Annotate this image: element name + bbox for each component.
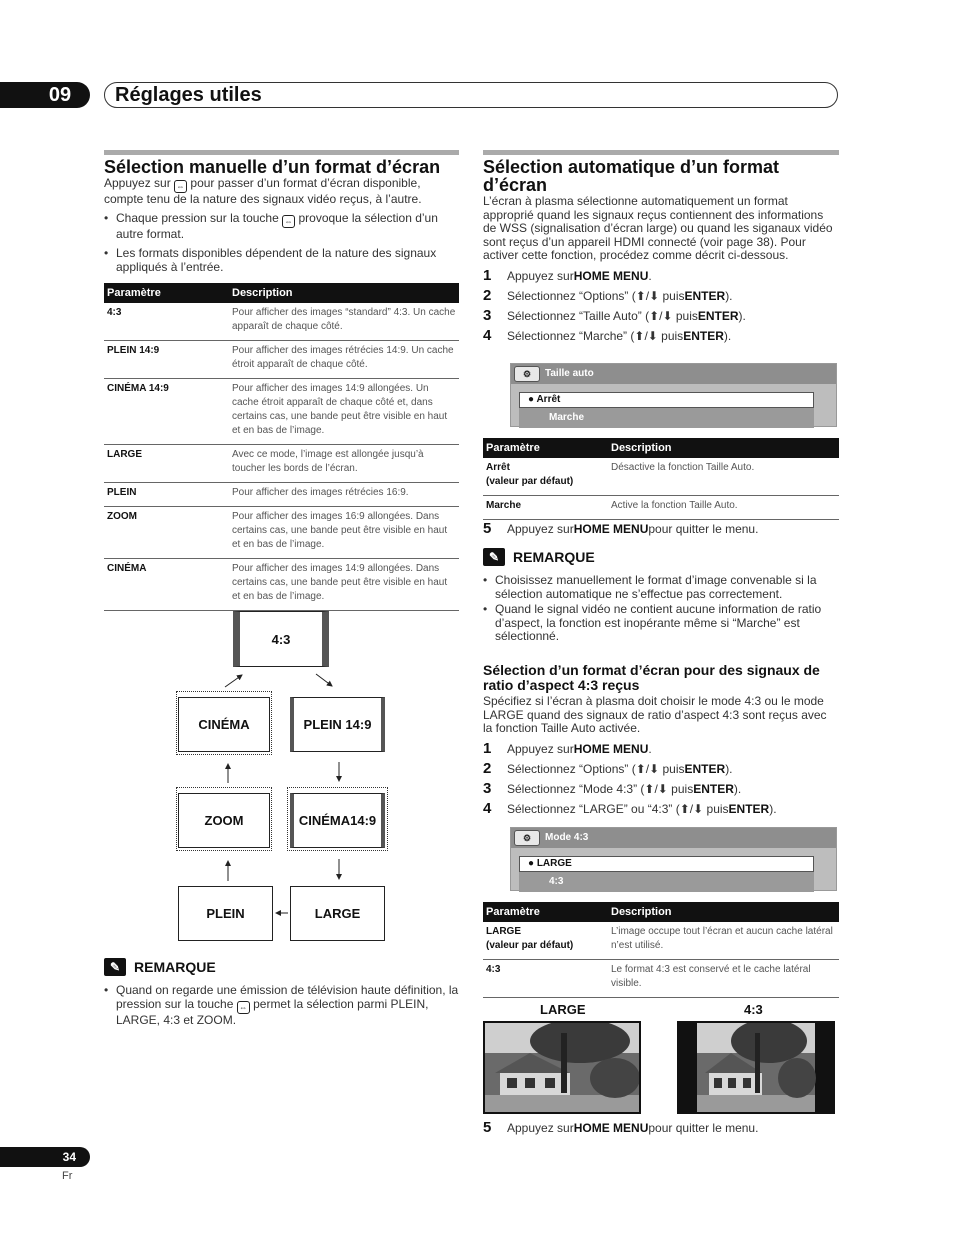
intro-text-a: Appuyez sur xyxy=(104,176,171,190)
param-cell: CINÉMA 14:9 xyxy=(104,379,229,445)
osd-title: Taille auto xyxy=(545,368,594,379)
table-row xyxy=(104,507,459,559)
mode-4-3-table xyxy=(483,902,839,998)
note-bullet: • Choisissez manuellement le format d’image convenable si la sélection automatique ne s’effectue pas correctement. xyxy=(483,574,839,601)
step-end: ). xyxy=(723,328,732,343)
step-number: 1 xyxy=(483,266,492,284)
step-end: ). xyxy=(738,308,746,323)
step-item xyxy=(483,327,839,347)
left-column xyxy=(104,150,459,611)
step-item xyxy=(483,307,839,327)
table-header: Paramètre xyxy=(483,438,608,458)
chapter-number: 09 xyxy=(0,82,90,108)
table-row xyxy=(104,483,459,507)
param-cell: LARGE xyxy=(104,445,229,483)
step-item xyxy=(483,267,839,287)
osd-selected-label: LARGE xyxy=(536,858,572,869)
param-cell: ZOOM xyxy=(104,507,229,559)
note-header xyxy=(483,548,839,566)
section-bar xyxy=(483,150,839,155)
param-cell xyxy=(483,922,608,960)
step-key: ENTER xyxy=(728,801,770,816)
screen-size-icon: ⇔ xyxy=(282,215,295,228)
step-number: 4 xyxy=(483,326,492,344)
house-image xyxy=(679,1023,833,1112)
desc-cell: Le format 4:3 est conservé et le cache latéral visible. xyxy=(608,960,839,998)
param-cell: PLEIN xyxy=(104,483,229,507)
table-row xyxy=(483,496,839,520)
table-row xyxy=(104,559,459,611)
settings-menu-icon: ⚙ xyxy=(514,830,540,846)
screen-size-icon: ⇔ xyxy=(174,180,187,193)
param-default: (valeur par défaut) xyxy=(486,940,574,951)
osd-option[interactable]: 4:3 xyxy=(519,872,814,892)
left-note xyxy=(104,958,459,1027)
house-photo-4-3 xyxy=(677,1021,835,1114)
step-key: ENTER xyxy=(693,781,734,796)
pencil-note-icon: ✎ xyxy=(483,548,505,566)
param-default: (valeur par défaut) xyxy=(486,476,574,487)
house-image xyxy=(485,1023,639,1112)
step-end: ). xyxy=(725,288,733,303)
step-number: 5 xyxy=(483,520,492,537)
osd-selected-label: Arrêt xyxy=(536,394,561,405)
desc-cell: Pour afficher des images 14:9 allongées. Dans certains cas, une bande peut être visible en haut et en bas de l’image. xyxy=(229,559,459,611)
right-note xyxy=(483,548,839,644)
desc-cell: Pour afficher des images 16:9 allongées. Dans certains cas, une bande peut être visible en haut et en bas de l’image. xyxy=(229,507,459,559)
desc-cell: Active la fonction Taille Auto. xyxy=(608,496,839,520)
settings-menu-icon: ⚙ xyxy=(514,366,540,382)
pencil-note-icon: ✎ xyxy=(104,958,126,976)
format-table xyxy=(104,283,459,611)
step-end: ). xyxy=(725,761,733,776)
table-header: Paramètre xyxy=(483,902,608,922)
step-text: Sélectionnez “Taille Auto” (⬆/⬇ puis xyxy=(507,308,698,323)
desc-cell: Pour afficher des images rétrécies 16:9. xyxy=(229,483,459,507)
osd-option[interactable]: Marche xyxy=(519,408,814,428)
step-item xyxy=(483,1119,839,1139)
box-plein: PLEIN xyxy=(178,886,273,941)
table-row xyxy=(104,341,459,379)
osd-title-bar xyxy=(511,364,836,384)
param-cell: CINÉMA xyxy=(104,559,229,611)
chapter-title: Réglages utiles xyxy=(104,82,838,108)
step-key: ENTER xyxy=(683,328,724,343)
bullet1-text-b: provoque la sélection d’un autre format. xyxy=(116,210,438,241)
step-number: 2 xyxy=(483,759,492,777)
screen-size-icon: ⇔ xyxy=(237,1001,250,1014)
right-title-1: Sélection automatique d’un format d’écran xyxy=(483,157,780,195)
param-cell: Marche xyxy=(483,496,608,520)
left-intro xyxy=(104,177,459,207)
note-title: REMARQUE xyxy=(513,549,595,565)
step-key: HOME MENU xyxy=(573,1121,649,1135)
param-cell: 4:3 xyxy=(483,960,608,998)
step-item xyxy=(483,287,839,307)
step-text: Appuyez sur xyxy=(507,1121,574,1135)
box-cinema-14-9: CINÉMA14:9 xyxy=(290,793,385,848)
desc-cell: Pour afficher des images “standard” 4:3. Un cache apparaît de chaque côté. xyxy=(229,303,459,341)
format-cycle-diagram xyxy=(170,605,400,950)
table-row xyxy=(483,960,839,998)
note-text-b: permet la sélection parmi PLEIN, LARGE, 4:3 et ZOOM. xyxy=(116,996,429,1027)
left-title: Sélection manuelle d’un format d’écran xyxy=(104,157,441,177)
step-key: HOME MENU xyxy=(573,268,649,283)
step-number: 1 xyxy=(483,739,492,757)
param-name: Arrêt xyxy=(486,462,510,473)
step-end: pour quitter le menu. xyxy=(648,1121,759,1135)
step-end: . xyxy=(648,268,652,283)
box-zoom: ZOOM xyxy=(178,793,270,848)
step-item xyxy=(483,740,839,760)
osd-mode-4-3 xyxy=(510,827,837,891)
taille-auto-table xyxy=(483,438,839,520)
note-header xyxy=(104,958,459,976)
step-end: ). xyxy=(733,781,742,796)
bullet1-text-a: Chaque pression sur la touche xyxy=(116,210,279,225)
osd-taille-auto xyxy=(510,363,837,427)
box-large: LARGE xyxy=(290,886,385,941)
photo-label-large: LARGE xyxy=(540,1002,586,1017)
step-end: pour quitter le menu. xyxy=(648,522,759,536)
box-4-3: 4:3 xyxy=(233,611,329,667)
step-key: ENTER xyxy=(697,308,739,323)
table-header: Paramètre xyxy=(104,283,229,303)
photo-label-4-3: 4:3 xyxy=(744,1002,763,1017)
table-header: Description xyxy=(608,438,839,458)
step-number: 5 xyxy=(483,1119,492,1136)
step-text: Sélectionnez “Options” (⬆/⬇ puis xyxy=(507,288,685,303)
language-code: Fr xyxy=(62,1170,73,1182)
step-number: 2 xyxy=(483,286,492,304)
step-text: Sélectionnez “LARGE” ou “4:3” (⬆/⬇ puis xyxy=(507,801,729,816)
osd-title: Mode 4:3 xyxy=(545,832,589,843)
table-row xyxy=(104,303,459,341)
box-cinema: CINÉMA xyxy=(178,697,270,752)
table-row xyxy=(483,922,839,960)
step-number: 3 xyxy=(483,306,492,324)
note-text-a: Quand on regarde une émission de télévision haute définition, la pression sur la touche xyxy=(116,983,459,1011)
desc-cell: Avec ce mode, l’image est allongée jusqu’à toucher les bords de l’écran. xyxy=(229,445,459,483)
house-photo-large xyxy=(483,1021,641,1114)
note-bullet xyxy=(104,984,459,1027)
step-item xyxy=(483,780,839,800)
steps-list-1 xyxy=(483,267,839,347)
desc-cell: Désactive la fonction Taille Auto. xyxy=(608,458,839,496)
desc-cell: Pour afficher des images rétrécies 14:9. Un cache étroit apparaît de chaque côté. xyxy=(229,341,459,379)
step-text: Appuyez sur xyxy=(507,522,574,536)
step-item xyxy=(483,760,839,780)
step-key: ENTER xyxy=(684,288,726,303)
osd-title-bar xyxy=(511,828,836,848)
left-bullet-1 xyxy=(104,212,459,242)
step-number: 4 xyxy=(483,799,492,817)
desc-cell: L’image occupe tout l’écran et aucun cache latéral n’est utilisé. xyxy=(608,922,839,960)
param-cell xyxy=(483,458,608,496)
table-header: Description xyxy=(608,902,839,922)
section-4-3 xyxy=(483,663,839,820)
step-end: . xyxy=(648,741,652,756)
step-text: Appuyez sur xyxy=(507,268,574,283)
param-cell: PLEIN 14:9 xyxy=(104,341,229,379)
param-name: LARGE xyxy=(486,926,521,937)
right-title-2: Sélection d’un format d’écran pour des signaux de ratio d’aspect 4:3 reçus xyxy=(483,662,820,693)
param-cell: 4:3 xyxy=(104,303,229,341)
step-end: ). xyxy=(769,801,777,816)
osd-selected-item[interactable]: ● LARGE xyxy=(519,856,814,872)
step-key: ENTER xyxy=(684,761,726,776)
right-column xyxy=(483,150,839,347)
left-bullet-2: • Les formats disponibles dépendent de la nature des signaux appliqués à l’entrée. xyxy=(104,247,459,274)
steps-list-2 xyxy=(483,740,839,820)
table-row xyxy=(483,458,839,496)
table-row xyxy=(104,379,459,445)
intro-text-b: pour passer d’un format d’écran disponible, compte tenu de la nature des signaux vidéo reçus, à l’autre. xyxy=(104,176,422,206)
step-item xyxy=(483,800,839,820)
diagram-arrows xyxy=(170,605,400,950)
box-plein-14-9: PLEIN 14:9 xyxy=(290,697,385,752)
step-text: Appuyez sur xyxy=(507,741,574,756)
desc-cell: Pour afficher des images 14:9 allongées. Un cache étroit apparaît de chaque côté et, dans certains cas, une bande peut être visible en haut et en bas de l’image. xyxy=(229,379,459,445)
table-row xyxy=(104,445,459,483)
section-bar xyxy=(104,150,459,155)
page-number: 34 xyxy=(0,1147,90,1167)
step-text: Sélectionnez “Mode 4:3” (⬆/⬇ puis xyxy=(507,781,694,796)
note-bullet: • Quand le signal vidéo ne contient aucune information de ratio d’aspect, la fonction est inopérante même si “Marche” est sélectionné. xyxy=(483,603,839,644)
right-intro-2: Spécifiez si l’écran à plasma doit choisir le mode 4:3 ou le mode LARGE quand des signaux de ratio d’aspect 4:3 sont reçus avec la fonction Taille Auto activée. xyxy=(483,694,827,735)
table-header: Description xyxy=(229,283,459,303)
step-key: HOME MENU xyxy=(573,522,649,536)
note-title: REMARQUE xyxy=(134,959,216,975)
osd-selected-item[interactable]: ● Arrêt xyxy=(519,392,814,408)
step-text: Sélectionnez “Options” (⬆/⬇ puis xyxy=(507,761,685,776)
step-key: HOME MENU xyxy=(573,741,649,756)
step-item xyxy=(483,520,839,540)
step-text: Sélectionnez “Marche” (⬆/⬇ puis xyxy=(507,328,684,343)
step-number: 3 xyxy=(483,779,492,797)
right-intro-1: L’écran à plasma sélectionne automatiquement un format approprié quand les signaux reçus contiennent des informations de WSS (signalisation d’écran large) ou quand les siganaux vidéo sont reçus d’un appareil HDMI connecté (voir page 38). Pour activer cette fonction, procédez comme décrit ci-dessous. xyxy=(483,194,833,262)
